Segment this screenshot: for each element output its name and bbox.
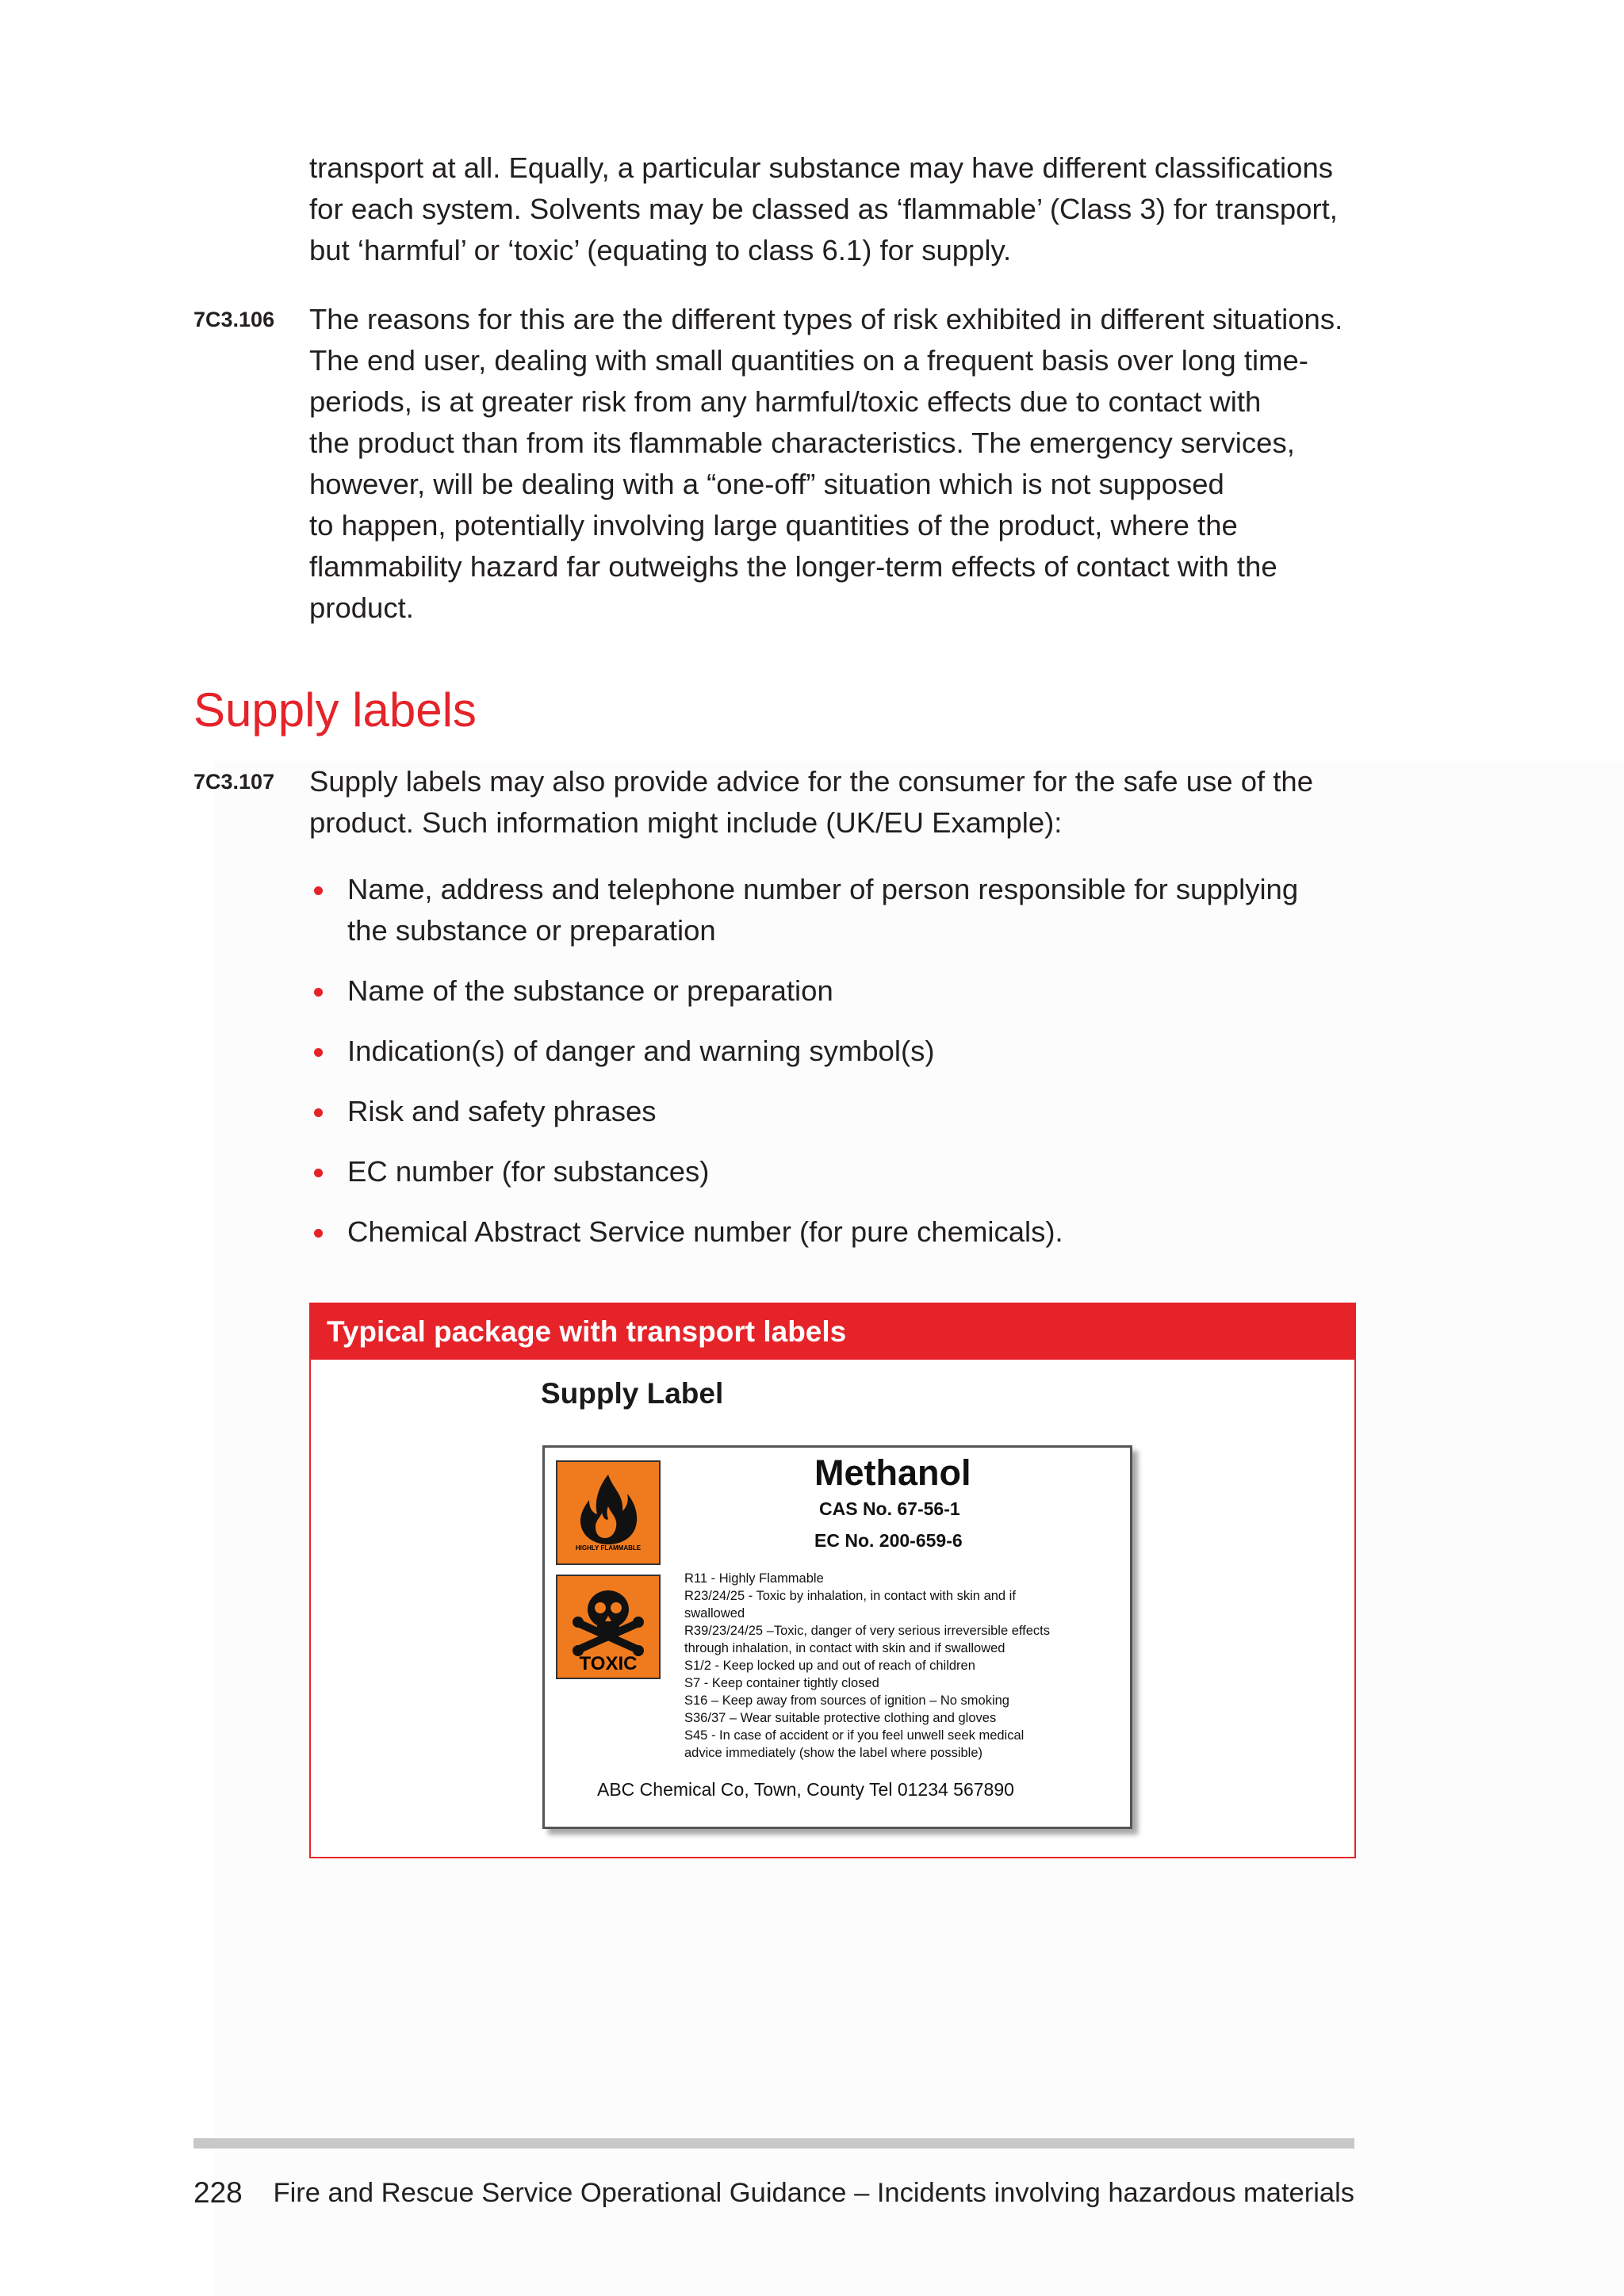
- figure-box: [309, 1303, 1356, 1858]
- text-line: product.: [309, 591, 414, 624]
- text-line: transport at all. Equally, a particular substance may have different classifications: [309, 151, 1333, 184]
- phrase-line: R23/24/25 - Toxic by inhalation, in contact with skin and if: [684, 1589, 1016, 1603]
- supplier-details: ABC Chemical Co, Town, County Tel 01234 567890: [597, 1779, 1014, 1800]
- phrase-line: through inhalation, in contact with skin and if swallowed: [684, 1641, 1005, 1655]
- bullet-icon: [314, 988, 323, 997]
- phrase-line: R11 - Highly Flammable: [684, 1571, 824, 1586]
- text-line: the product than from its flammable characteristics. The emergency services,: [309, 427, 1295, 459]
- cas-number: CAS No. 67-56-1: [819, 1498, 960, 1519]
- supply-label-card: [542, 1445, 1132, 1829]
- phrase-line: S16 – Keep away from sources of ignition – No smoking: [684, 1693, 1009, 1708]
- hazard-caption: HIGHLY FLAMMABLE: [575, 1544, 642, 1552]
- supply-label-heading: Supply Label: [541, 1377, 724, 1410]
- list-item: [309, 869, 1340, 951]
- bullet-icon: [314, 886, 323, 895]
- hazard-caption: TOXIC: [579, 1653, 638, 1674]
- paragraph-number: 7C3.106: [193, 308, 275, 331]
- paragraph-number: 7C3.107: [193, 770, 275, 794]
- list-item-text: Name of the substance or preparation: [347, 974, 833, 1007]
- phrase-line: swallowed: [684, 1606, 745, 1621]
- paragraph-7C3-107: [309, 761, 1356, 844]
- text-line: Supply labels may also provide advice for the consumer for the safe use of the: [309, 765, 1314, 798]
- list-item: [309, 1031, 1340, 1072]
- page-number: 228: [193, 2176, 243, 2209]
- figure-title: Typical package with transport labels: [311, 1304, 1354, 1360]
- text-line: but ‘harmful’ or ‘toxic’ (equating to class 6.1) for supply.: [309, 234, 1012, 266]
- phrase-line: S7 - Keep container tightly closed: [684, 1676, 879, 1690]
- flame-icon: [556, 1460, 661, 1565]
- list-item: [309, 970, 1340, 1012]
- text-line: for each system. Solvents may be classed as ‘flammable’ (Class 3) for transport,: [309, 193, 1338, 225]
- running-footer-title: Fire and Rescue Service Operational Guidance – Incidents involving hazardous materials: [273, 2178, 1354, 2208]
- risk-safety-phrases: [684, 1570, 1119, 1762]
- list-item-text: Chemical Abstract Service number (for pure chemicals).: [347, 1215, 1063, 1248]
- bullet-icon: [314, 1169, 323, 1177]
- text-line: periods, is at greater risk from any harmful/toxic effects due to contact with: [309, 385, 1262, 418]
- section-heading: Supply labels: [193, 683, 477, 737]
- bullet-icon: [314, 1229, 323, 1238]
- list-item-text: Risk and safety phrases: [347, 1095, 657, 1127]
- bullet-icon: [314, 1108, 323, 1117]
- text-line: The end user, dealing with small quantities on a frequent basis over long time-: [309, 344, 1308, 377]
- phrase-line: R39/23/24/25 –Toxic, danger of very serious irreversible effects: [684, 1624, 1051, 1638]
- list-item: [309, 1151, 1340, 1192]
- list-item: [309, 1211, 1340, 1253]
- bullet-list: [309, 869, 1340, 1272]
- list-item-text: Name, address and telephone number of person responsible for supplying the substance or preparation: [347, 873, 1299, 947]
- phrase-line: S36/37 – Wear suitable protective clothing and gloves: [684, 1711, 997, 1725]
- ec-number: EC No. 200-659-6: [814, 1530, 963, 1551]
- bullet-icon: [314, 1048, 323, 1057]
- text-line: flammability hazard far outweighs the longer-term effects of contact with the: [309, 550, 1277, 583]
- text-line: to happen, potentially involving large quantities of the product, where the: [309, 509, 1238, 541]
- phrase-line: S45 - In case of accident or if you feel unwell seek medical: [684, 1728, 1025, 1743]
- list-item-text: EC number (for substances): [347, 1155, 710, 1188]
- phrase-line: advice immediately (show the label where possible): [684, 1746, 983, 1760]
- paragraph-7C3-106: [309, 299, 1356, 629]
- footer-rule: [193, 2138, 1354, 2149]
- text-line: product. Such information might include (UK/EU Example):: [309, 806, 1063, 839]
- chemical-name: Methanol: [814, 1452, 971, 1493]
- list-item-text: Indication(s) of danger and warning symbol(s): [347, 1035, 935, 1067]
- phrase-line: S1/2 - Keep locked up and out of reach of children: [684, 1659, 975, 1673]
- list-item: [309, 1091, 1340, 1132]
- skull-crossbones-icon: [556, 1575, 661, 1679]
- paragraph-continuation: [309, 147, 1356, 271]
- text-line: however, will be dealing with a “one-off” situation which is not supposed: [309, 468, 1224, 500]
- text-line: The reasons for this are the different types of risk exhibited in different situations.: [309, 303, 1343, 335]
